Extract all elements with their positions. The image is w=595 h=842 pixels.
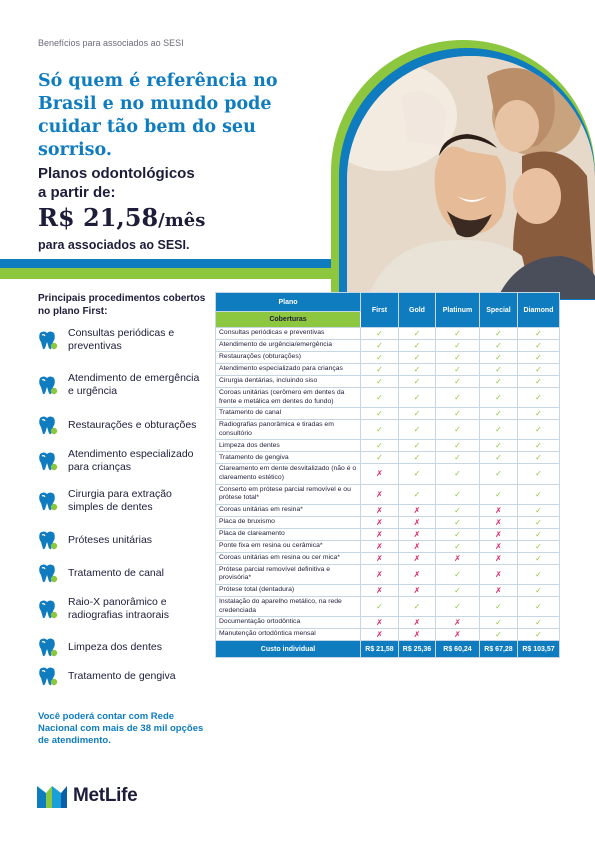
procedure-label: Tratamento de canal [68,566,164,579]
check-icon: ✓ [436,352,480,364]
cross-icon: ✗ [361,484,399,504]
check-icon: ✓ [361,440,399,452]
check-icon: ✓ [518,408,560,420]
cross-icon: ✗ [436,629,480,641]
procedure-item [36,488,208,514]
check-icon: ✓ [399,388,436,408]
procedure-label: Atendimento de emergência e urgência [68,372,200,397]
coverage-label: Prótese parcial removível definitiva e provisória* [216,564,361,584]
tooth-mirror-icon [36,329,58,351]
coverage-label: Tratamento de gengiva [216,452,361,464]
cross-icon: ✗ [480,564,518,584]
cross-icon: ✗ [436,552,480,564]
check-icon: ✓ [399,328,436,340]
coverage-label: Manutenção ortodôntica mensal [216,629,361,641]
check-icon: ✓ [480,388,518,408]
family-photo [347,56,595,299]
coverage-row [216,420,560,440]
check-icon: ✓ [399,352,436,364]
cross-icon: ✗ [361,528,399,540]
check-icon: ✓ [436,484,480,504]
coverage-label: Atendimento especializado para crianças [216,364,361,376]
check-icon: ✓ [436,452,480,464]
procedure-item [36,414,208,436]
price [38,203,205,232]
check-icon: ✓ [518,552,560,564]
cross-icon: ✗ [361,504,399,516]
price-gold: R$ 25,36 [399,641,436,658]
coverage-row [216,540,560,552]
check-icon: ✓ [518,420,560,440]
family-photo-illustration [347,56,595,299]
check-icon: ✓ [518,376,560,388]
price-first: R$ 21,58 [361,641,399,658]
cross-icon: ✗ [480,516,518,528]
check-icon: ✓ [399,596,436,616]
coverage-label: Placa de clareamento [216,528,361,540]
tooth-gum-icon [36,665,58,687]
cross-icon: ✗ [480,540,518,552]
check-icon: ✓ [361,328,399,340]
xray-icon [36,598,58,620]
coverage-label: Radiografias panorâmica e tiradas em consultório [216,420,361,440]
coverage-label: Restaurações (obturações) [216,352,361,364]
coverage-row [216,464,560,484]
check-icon: ✓ [399,420,436,440]
procedure-label: Cirurgia para extração simples de dentes [68,488,172,513]
coverage-row [216,440,560,452]
check-icon: ✓ [436,340,480,352]
plan-header-gold: Gold [399,293,436,328]
check-icon: ✓ [436,528,480,540]
coverage-label: Prótese total (dentadura) [216,584,361,596]
check-icon: ✓ [436,596,480,616]
coverage-row [216,504,560,516]
check-icon: ✓ [518,464,560,484]
price-platinum: R$ 60,24 [436,641,480,658]
procedure-item [36,562,208,584]
plans-subtitle-line1: Planos odontológicos [38,165,195,182]
cross-icon: ✗ [480,528,518,540]
price-unit: /mês [158,210,206,231]
coverage-row [216,340,560,352]
tooth-prosthesis-icon [36,529,58,551]
coverage-label: Ponte fixa em resina ou cerâmica* [216,540,361,552]
metlife-logo-mark [36,783,68,809]
metlife-wordmark: MetLife [73,785,138,806]
check-icon: ✓ [480,484,518,504]
headline: Só quem é referência no Brasil e no mundo pode cuidar tão bem do seu sorriso. [38,71,278,160]
check-icon: ✓ [518,528,560,540]
check-icon: ✓ [436,564,480,584]
procedure-label: Consultas periódicas e preventivas [68,327,175,352]
cross-icon: ✗ [361,617,399,629]
check-icon: ✓ [436,388,480,408]
table-header-coberturas: Coberturas [216,312,361,328]
procedure-label: Tratamento de gengiva [68,669,176,682]
tooth-heart-icon [36,562,58,584]
coverage-label: Cirurgia dentárias, incluindo siso [216,376,361,388]
check-icon: ✓ [480,420,518,440]
check-icon: ✓ [518,596,560,616]
check-icon: ✓ [518,440,560,452]
metlife-logo [36,783,137,809]
check-icon: ✓ [480,408,518,420]
check-icon: ✓ [399,376,436,388]
cross-icon: ✗ [361,552,399,564]
check-icon: ✓ [436,584,480,596]
coverage-row [216,596,560,616]
check-icon: ✓ [436,420,480,440]
check-icon: ✓ [518,564,560,584]
procedure-item [36,372,208,398]
plan-header-special: Special [480,293,518,328]
procedure-label: Próteses unitárias [68,533,153,546]
coverage-row [216,484,560,504]
check-icon: ✓ [480,596,518,616]
plan-header-platinum: Platinum [436,293,480,328]
check-icon: ✓ [480,328,518,340]
check-icon: ✓ [361,352,399,364]
check-icon: ✓ [399,440,436,452]
check-icon: ✓ [399,452,436,464]
cross-icon: ✗ [399,564,436,584]
check-icon: ✓ [480,364,518,376]
check-icon: ✓ [361,340,399,352]
check-icon: ✓ [518,504,560,516]
coverage-row [216,388,560,408]
check-icon: ✓ [480,629,518,641]
coverage-label: Clareamento em dente desvitalizado (não é o clareamento estético) [216,464,361,484]
coverage-label: Atendimento de urgência/emergência [216,340,361,352]
network-note: Você poderá contar com Rede Nacional com mais de 38 mil opções de atendimento. [38,711,204,746]
table-header-plano: Plano [216,293,361,312]
coverage-row [216,552,560,564]
procedure-item [36,665,208,687]
procedure-item [36,596,208,622]
check-icon: ✓ [436,464,480,484]
price-value: R$ 21,58 [38,203,159,232]
check-icon: ✓ [480,376,518,388]
tooth-sparkle-icon [36,636,58,658]
coverage-label: Coroas unitárias (cerômero em dentes da frente e metálica em dentes do fundo) [216,388,361,408]
cross-icon: ✗ [399,540,436,552]
check-icon: ✓ [436,364,480,376]
coverage-label: Placa de bruxismo [216,516,361,528]
check-icon: ✓ [518,328,560,340]
check-icon: ✓ [518,629,560,641]
check-icon: ✓ [518,516,560,528]
cross-icon: ✗ [361,516,399,528]
cross-icon: ✗ [399,516,436,528]
check-icon: ✓ [518,452,560,464]
coverage-row [216,452,560,464]
cross-icon: ✗ [399,552,436,564]
cross-icon: ✗ [361,540,399,552]
check-icon: ✓ [399,364,436,376]
header-kicker: Benefícios para associados ao SESI [38,38,184,48]
cross-icon: ✗ [480,552,518,564]
coverage-row [216,617,560,629]
coverage-label: Consultas periódicas e preventivas [216,328,361,340]
coverage-row [216,528,560,540]
tooth-emergency-icon [36,374,58,396]
coverage-row [216,328,560,340]
check-icon: ✓ [480,452,518,464]
procedure-label: Raio-X panorâmico e radiografias intraorais [68,596,169,621]
coverage-row [216,629,560,641]
cross-icon: ✗ [399,629,436,641]
coverage-table [215,292,560,658]
coverage-label: Coroas unitárias em resina ou cer mica* [216,552,361,564]
cross-icon: ✗ [480,584,518,596]
check-icon: ✓ [361,388,399,408]
coverage-label: Conserto em prótese parcial removível e ou prótese total* [216,484,361,504]
procedure-item [36,529,208,551]
coverage-row [216,376,560,388]
procedure-item [36,448,208,474]
check-icon: ✓ [436,376,480,388]
procedure-item [36,636,208,658]
check-icon: ✓ [361,596,399,616]
coverage-row [216,516,560,528]
cross-icon: ✗ [480,504,518,516]
cross-icon: ✗ [399,504,436,516]
coverage-label: Documentação ortodôntica [216,617,361,629]
plans-subtitle [38,164,195,202]
check-icon: ✓ [518,584,560,596]
price-row-label: Custo individual [216,641,361,658]
check-icon: ✓ [436,516,480,528]
check-icon: ✓ [436,408,480,420]
check-icon: ✓ [480,440,518,452]
hero-photo-frame [331,40,595,279]
price-special: R$ 67,28 [480,641,518,658]
check-icon: ✓ [361,452,399,464]
check-icon: ✓ [436,440,480,452]
coverage-row [216,564,560,584]
check-icon: ✓ [518,484,560,504]
check-icon: ✓ [436,504,480,516]
check-icon: ✓ [518,388,560,408]
coverage-label: Instalação do aparelho metálico, na rede credenciada [216,596,361,616]
check-icon: ✓ [399,340,436,352]
check-icon: ✓ [480,617,518,629]
check-icon: ✓ [436,540,480,552]
procedure-label: Restaurações e obturações [68,418,197,431]
procedure-label: Atendimento especializado para crianças [68,448,194,473]
check-icon: ✓ [480,464,518,484]
procedures-title: Principais procedimentos cobertos no plano First: [38,293,206,317]
cross-icon: ✗ [361,584,399,596]
tooth-icon [36,414,58,436]
coverage-row [216,584,560,596]
cross-icon: ✗ [436,617,480,629]
check-icon: ✓ [518,340,560,352]
cross-icon: ✗ [361,464,399,484]
check-icon: ✓ [361,408,399,420]
cross-icon: ✗ [399,617,436,629]
procedure-item [36,327,208,353]
coverage-row [216,352,560,364]
tooth-surgery-icon [36,490,58,512]
procedure-label: Limpeza dos dentes [68,640,162,653]
check-icon: ✓ [399,484,436,504]
check-icon: ✓ [436,328,480,340]
coverage-table-body [216,328,560,641]
plans-subtitle-line2: a partir de: [38,184,116,201]
cross-icon: ✗ [399,528,436,540]
check-icon: ✓ [518,364,560,376]
price-audience: para associados ao SESI. [38,238,190,252]
price-diamond: R$ 103,57 [518,641,560,658]
coverage-label: Coroas unitárias em resina* [216,504,361,516]
coverage-row [216,408,560,420]
check-icon: ✓ [518,540,560,552]
plan-header-diamond: Diamond [518,293,560,328]
check-icon: ✓ [518,617,560,629]
check-icon: ✓ [480,340,518,352]
family-icon [36,450,58,472]
coverage-row [216,364,560,376]
check-icon: ✓ [480,352,518,364]
plan-header-first: First [361,293,399,328]
check-icon: ✓ [361,364,399,376]
coverage-label: Limpeza dos dentes [216,440,361,452]
coverage-label: Tratamento de canal [216,408,361,420]
cross-icon: ✗ [361,564,399,584]
check-icon: ✓ [518,352,560,364]
price-row [216,641,560,658]
check-icon: ✓ [361,420,399,440]
cross-icon: ✗ [361,629,399,641]
check-icon: ✓ [399,408,436,420]
check-icon: ✓ [361,376,399,388]
check-icon: ✓ [399,464,436,484]
cross-icon: ✗ [399,584,436,596]
